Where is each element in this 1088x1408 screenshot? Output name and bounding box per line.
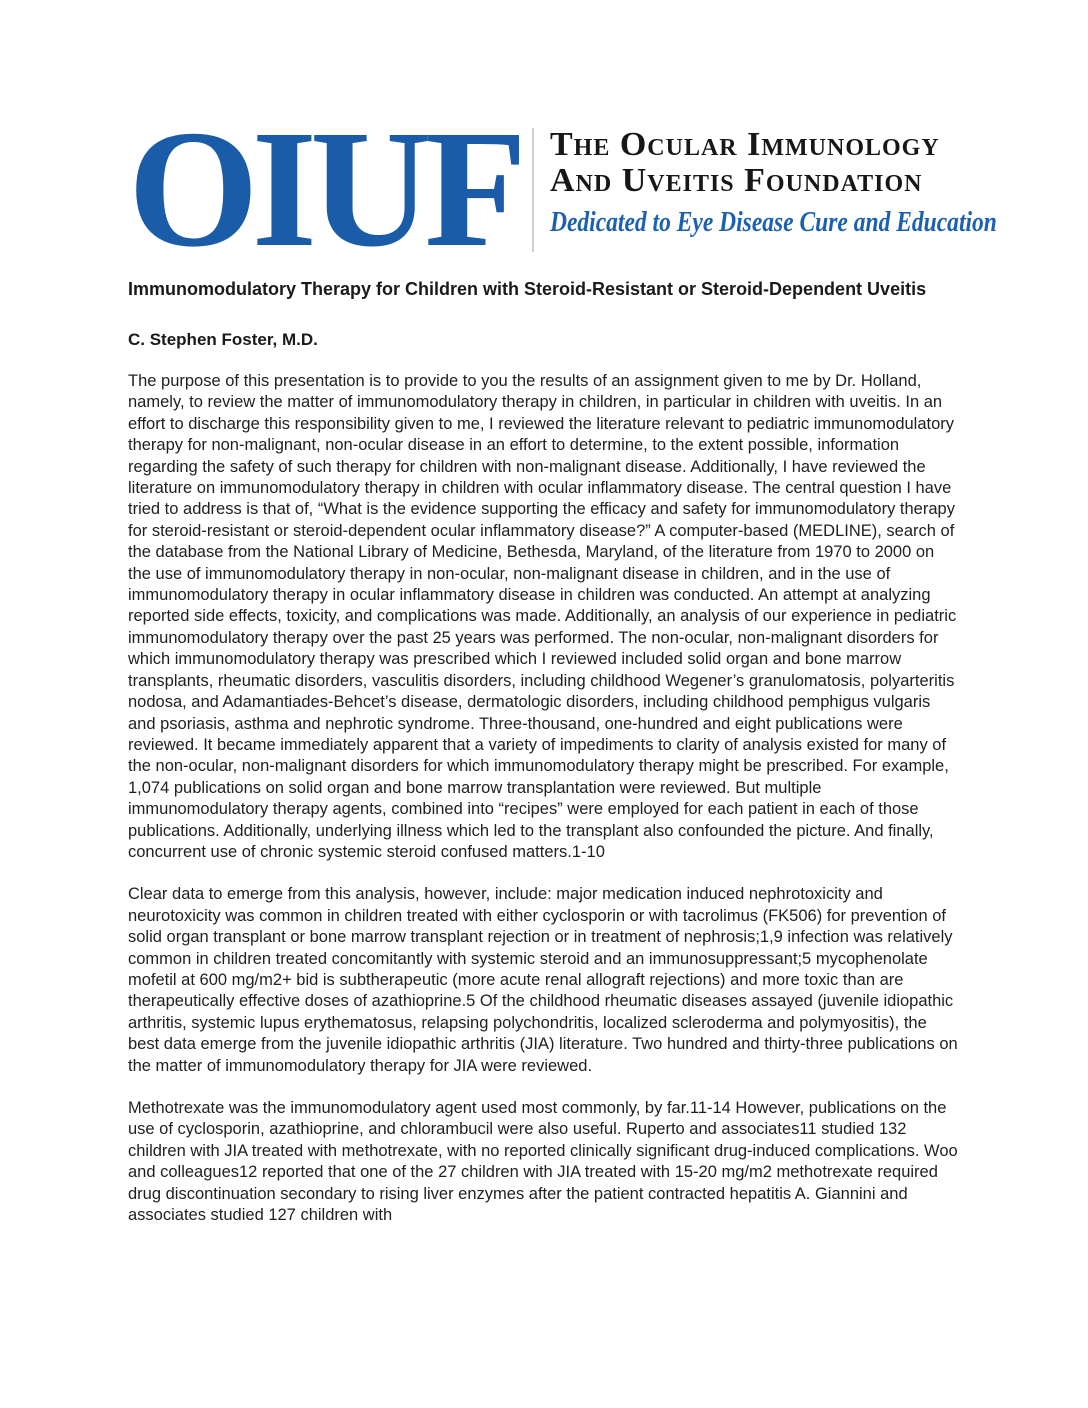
article-author: C. Stephen Foster, M.D. — [128, 330, 318, 349]
logo-text-block — [550, 126, 1082, 252]
org-name-line1: The Ocular Immunology — [550, 126, 940, 163]
oiuf-logo — [128, 96, 997, 282]
body-paragraph: The purpose of this presentation is to provide to you the results of an assignment given to me by Dr. Holland, namely, to review the matter of immunomodulatory therapy in children, in particular in children with uveitis. In an effort to discharge this responsibility given to me, I reviewed the literature relevant to pediatric immunomodulatory therapy for non-malignant, non-ocular disease in an effort to determine, to the extent possible, information regarding the safety of such therapy for children with non-malignant disease. Additionally, I have reviewed the literature on immunomodulatory therapy in children with ocular inflammatory disease. The central question I have tried to address is that of, “What is the evidence supporting the efficacy and safety for immunomodulatory therapy for steroid-resistant or steroid-dependent ocular inflammatory disease?” A computer-based (MEDLINE), search of the database from the National Library of Medicine, Bethesda, Maryland, of the literature from 1970 to 2000 on the use of immunomodulatory therapy in non-ocular, non-malignant disease in children, and in the use of immunomodulatory therapy in ocular inflammatory disease in children was conducted. An attempt at analyzing reported side effects, toxicity, and complications was made. Additionally, an analysis of our experience in pediatric immunomodulatory therapy over the past 25 years was performed. The non-ocular, non-malignant disorders for which immunomodulatory therapy was prescribed which I reviewed included solid organ and bone marrow transplants, rheumatic disorders, vasculitis disorders, including childhood Wegener’s granulomatosis, polyarteritis nodosa, and Adamantiades-Behcet’s disease, dermatologic disorders, including childhood pemphigus vulgaris and psoriasis, asthma and nephrotic syndrome. Three-thousand, one-hundred and eight publications were reviewed. It became immediately apparent that a variety of impediments to clarity of analysis existed for many of the non-ocular, non-malignant disorders for which immunomodulatory therapy might be prescribed. For example, 1,074 publications on solid organ and bone marrow transplantation were reviewed. But multiple immunomodulatory therapy agents, combined into “recipes” were employed for each patient in each of those publications. Additionally, underlying illness which led to the transplant also confounded the picture. And finally, concurrent use of chronic systemic steroid confused matters.1-10 — [128, 372, 957, 861]
org-name-line2: And Uveitis Foundation — [550, 162, 923, 199]
oiuf-wordmark: OIUF — [128, 96, 520, 282]
page-content — [128, 96, 997, 1226]
logo-tagline: Dedicated to Eye Disease Cure and Education — [550, 207, 997, 238]
article-title: Immunomodulatory Therapy for Children with Steroid-Resistant or Steroid-Dependent Uveitis — [128, 279, 927, 299]
body-paragraph: Methotrexate was the immunomodulatory agent used most commonly, by far.11-14 However, publications on the use of cyclosporin, azathioprine, and chlorambucil were also useful. Ruperto and associates11 studied 132 children with JIA treated with methotrexate, with no reported clinically significant drug-induced complications. Woo and colleagues12 reported that one of the 27 children with JIA treated with 15-20 mg/m2 methotrexate required drug discontinuation secondary to rising liver enzymes after the patient contracted hepatitis A. Giannini and associates studied 127 children with — [128, 1099, 958, 1225]
logo-divider — [532, 128, 534, 252]
body-paragraph: Clear data to emerge from this analysis, however, include: major medication induced nephrotoxicity and neurotoxicity was common in children treated with either cyclosporin or with tacrolimus (FK506) for prevention of solid organ transplant or bone marrow transplant rejection or in treatment of nephrosis;1,9 infection was relatively common in children treated concomitantly with systemic steroid and an immunosuppressant;5 mycophenolate mofetil at 600 mg/m2+ bid is subtherapeutic (more acute renal allograft rejections) and more toxic than are therapeutically effective doses of azathioprine.5 Of the childhood rheumatic diseases assayed (juvenile idiopathic arthritis, systemic lupus erythematosus, relapsing polychondritis, localized scleroderma and polymyositis), the best data emerge from the juvenile idiopathic arthritis (JIA) literature. Two hundred and thirty-three publications on the matter of immunomodulatory therapy for JIA were reviewed. — [128, 885, 958, 1075]
